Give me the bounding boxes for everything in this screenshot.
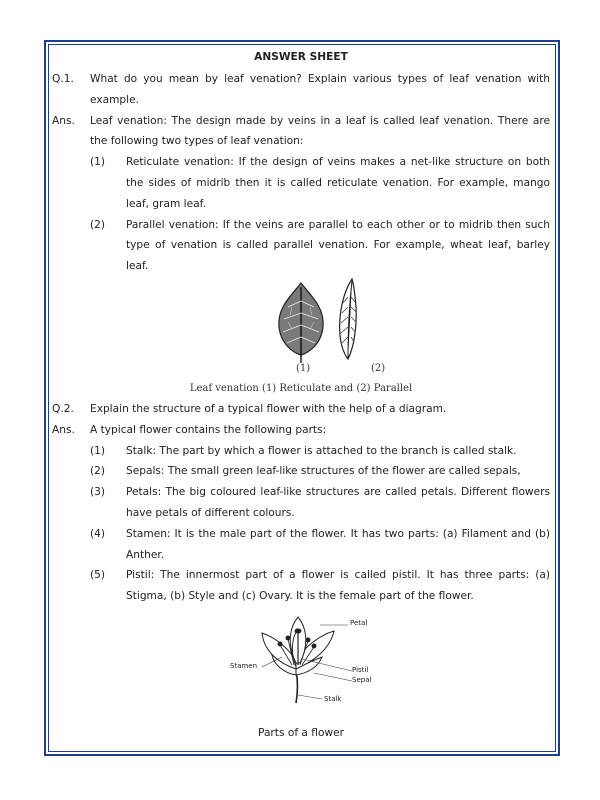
list-item — [90, 152, 550, 214]
list-item-text: Stalk: The part by which a flower is attached to the branch is called stalk. — [126, 444, 517, 457]
list-item-number: (2) — [90, 465, 106, 478]
stamen-label: Stamen — [230, 661, 258, 670]
list-item — [90, 461, 550, 482]
list-item-text: Reticulate venation: If the design of veins makes a net-like structure on both the sides of midrib then it is called reticulate venation. For example, mango leaf, gram leaf. — [126, 156, 550, 210]
leaf-label-1: (1) — [296, 362, 311, 374]
parallel-leaf-drawing — [340, 279, 357, 359]
question-text: What do you mean by leaf venation? Explain various types of leaf venation with example. — [90, 73, 550, 106]
page-title: ANSWER SHEET — [254, 51, 348, 63]
answer-text: Leaf venation: The design made by veins in a leaf is called leaf venation. There are the following two types of leaf venation: — [90, 114, 550, 148]
leaf-figure-labels — [52, 363, 550, 379]
list-item-number: (4) — [90, 527, 106, 540]
answer-text: A typical flower contains the following parts: — [90, 423, 327, 436]
leaf-venation-illustration — [52, 277, 550, 363]
question-2 — [52, 399, 550, 420]
question-1 — [52, 69, 550, 111]
question-label: Q.1. — [52, 73, 74, 85]
reticulate-leaf-drawing — [279, 283, 323, 363]
pistil-label: Pistil — [352, 665, 369, 674]
list-item-number: (1) — [90, 156, 106, 169]
list-item — [90, 482, 550, 524]
answer-2 — [52, 420, 550, 441]
answer-label: Ans. — [52, 114, 75, 127]
answer-sheet — [52, 47, 550, 739]
sepal-label: Sepal — [352, 675, 372, 684]
list-item-number: (3) — [90, 486, 106, 499]
flower-figure-caption: Parts of a flower — [258, 726, 344, 739]
question-label: Q.2. — [52, 402, 74, 415]
list-item-number: (5) — [90, 569, 106, 582]
question-text: Explain the structure of a typical flower with the help of a diagram. — [90, 402, 447, 415]
stalk-label: Stalk — [324, 694, 342, 703]
flower-figure — [52, 611, 550, 721]
petal-label: Petal — [350, 618, 368, 627]
list-item-text: Petals: The big coloured leaf-like structures are called petals. Different flowers have petals of different colours. — [126, 486, 550, 519]
list-item — [90, 565, 550, 607]
list-item — [90, 524, 550, 566]
flower-drawing — [262, 617, 334, 703]
list-item-text: Sepals: The small green leaf-like structures of the flower are called sepals, — [126, 465, 521, 478]
answer-1 — [52, 111, 550, 153]
leaf-label-2: (2) — [371, 362, 386, 374]
leaf-venation-figure — [52, 277, 550, 363]
flower-illustration — [52, 611, 550, 721]
list-item — [90, 215, 550, 277]
leaf-figure-caption: Leaf venation (1) Reticulate and (2) Parallel — [189, 382, 413, 394]
answer-label: Ans. — [52, 423, 75, 436]
list-item — [90, 441, 550, 462]
list-item-text: Parallel venation: If the veins are parallel to each other or to midrib then such type of venation is called parallel venation. For example, wheat leaf, barley leaf. — [126, 218, 550, 273]
list-item-text: Stamen: It is the male part of the flower. It has two parts: (a) Filament and (b) Anther. — [126, 527, 550, 561]
list-item-number: (1) — [90, 444, 106, 457]
list-item-number: (2) — [90, 218, 106, 231]
list-item-text: Pistil: The innermost part of a flower is called pistil. It has three parts: (a) Stigma, (b) Style and (c) Ovary. It is the female part of the flower. — [126, 569, 550, 603]
